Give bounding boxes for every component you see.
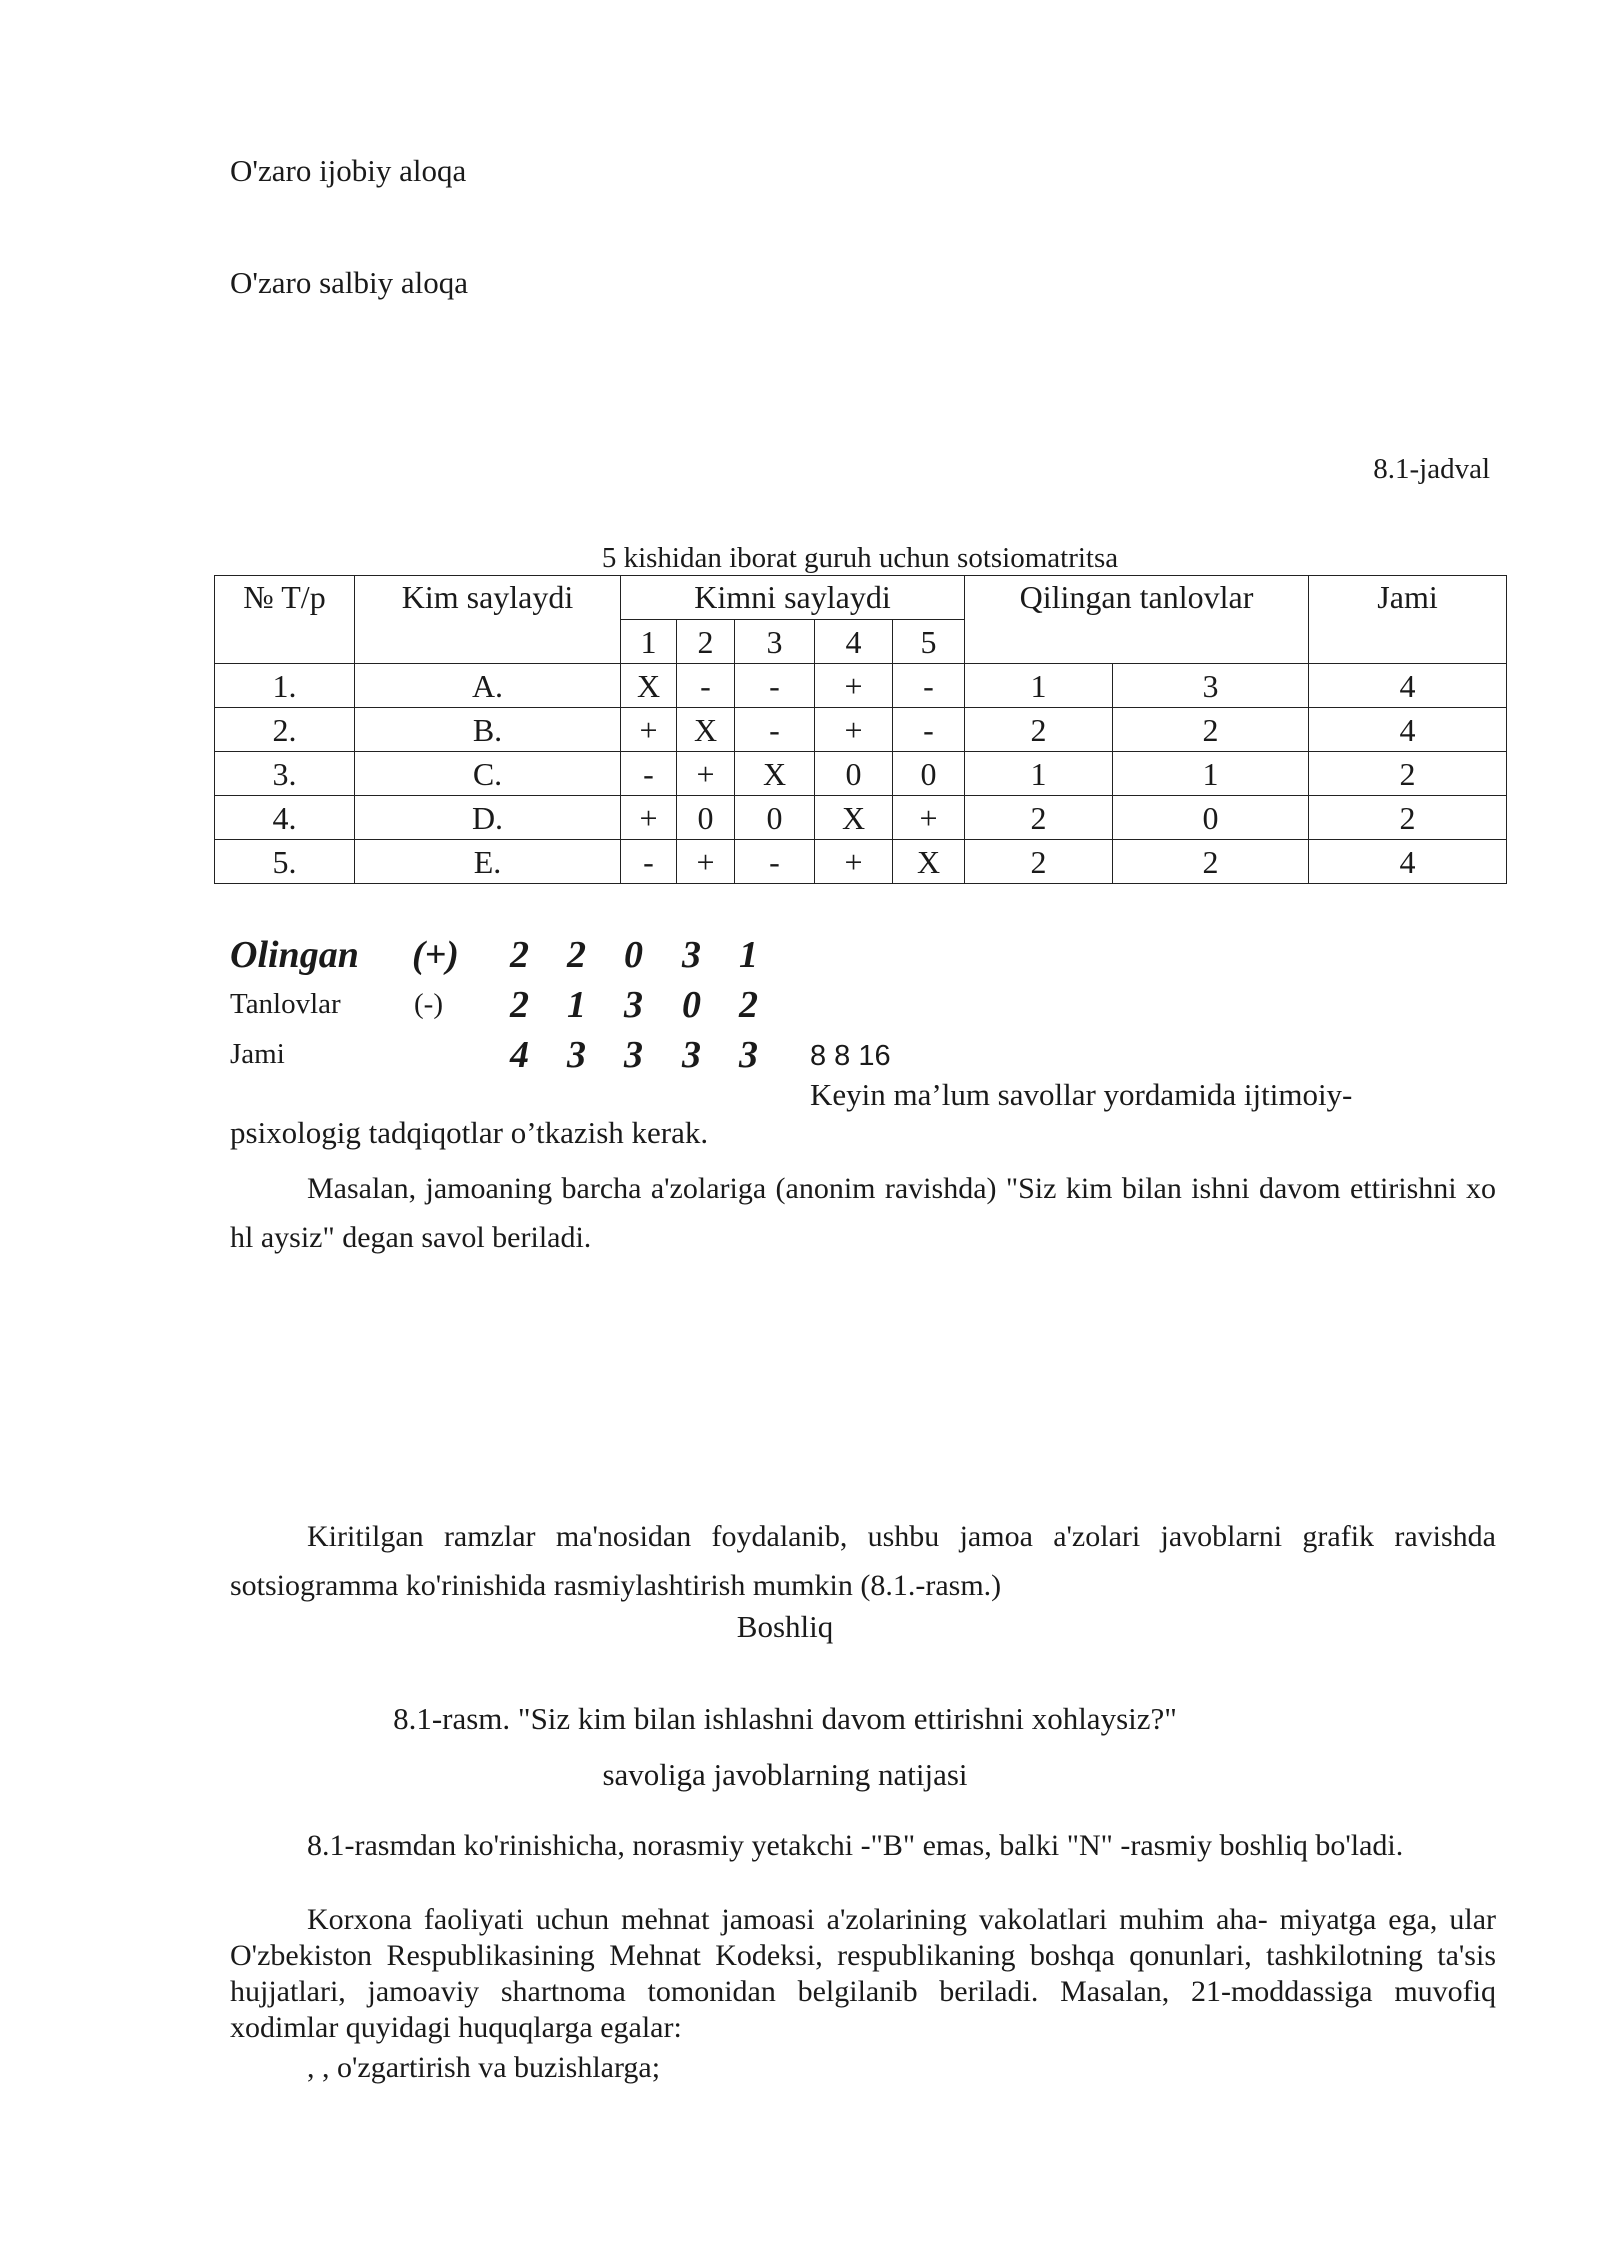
table-row	[215, 752, 1507, 796]
row-total: 4	[1309, 664, 1507, 708]
row-choices-1: 1	[965, 664, 1113, 708]
row-cell: 0	[677, 796, 735, 840]
table-row	[215, 840, 1507, 884]
header-num: № T/p	[215, 576, 355, 664]
row-cell: 0	[735, 796, 815, 840]
row-choices-2: 1	[1113, 752, 1309, 796]
row-cell: -	[893, 708, 965, 752]
summary-value: 3	[682, 1034, 701, 1076]
row-choices-2: 2	[1113, 840, 1309, 884]
row-choices-1: 2	[965, 840, 1113, 884]
table-row	[215, 796, 1507, 840]
row-who: B.	[355, 708, 621, 752]
row-cell: -	[735, 664, 815, 708]
table-row	[215, 708, 1507, 752]
row-cell: -	[621, 840, 677, 884]
row-num: 3.	[215, 752, 355, 796]
paragraph-leader: 8.1-rasmdan ko'rinishicha, norasmiy yetakchi -"B" emas, balki "N" -rasmiy boshliq bo'ladi.	[307, 1829, 1404, 1862]
subheader-3: 3	[735, 620, 815, 664]
summary-value: 2	[510, 984, 529, 1026]
row-who: E.	[355, 840, 621, 884]
subheader-4: 4	[815, 620, 893, 664]
row-cell: +	[815, 708, 893, 752]
subheader-1: 1	[621, 620, 677, 664]
table-title: 5 kishidan iborat guruh uchun sotsiomatritsa	[601, 542, 1119, 574]
summary-value: 0	[682, 984, 701, 1026]
row-cell: -	[677, 664, 735, 708]
row-choices-2: 0	[1113, 796, 1309, 840]
row-total: 4	[1309, 840, 1507, 884]
row-cell: X	[621, 664, 677, 708]
paragraph-rights: Korxona faoliyati uchun mehnat jamoasi a'zolarining vakolatlari muhim aha- miyatga ega, ular O'zbekiston Respublikasining Mehnat Kodeksi, respublikaning boshqa qonunlari, tashkilotning ta'sis hujjatlari, jamoaviy shartnoma tomonidan belgilanib beriladi. Masalan, 21-moddassiga muvofiq xodimlar quyidagi huquqlarga egalar:	[230, 1903, 1496, 2044]
summary-sign-minus: (-)	[414, 988, 443, 1020]
row-total: 4	[1309, 708, 1507, 752]
row-num: 2.	[215, 708, 355, 752]
row-cell: -	[735, 840, 815, 884]
summary-label-choices: Tanlovlar	[230, 988, 341, 1020]
subheader-5: 5	[893, 620, 965, 664]
header-whom: Kimni saylaydi	[621, 576, 965, 620]
summary-value: 3	[624, 1034, 643, 1076]
table-label: 8.1-jadval	[1373, 453, 1490, 485]
row-cell: -	[735, 708, 815, 752]
figure-caption-line2: savoliga javoblarning natijasi	[602, 1757, 968, 1792]
paragraph-list-item: , , o'zgartirish va buzishlarga;	[307, 2051, 661, 2084]
row-cell: +	[677, 752, 735, 796]
header-choices: Qilingan tanlovlar	[965, 576, 1309, 664]
row-who: C.	[355, 752, 621, 796]
row-cell: +	[815, 664, 893, 708]
summary-value: 3	[739, 1034, 758, 1076]
summary-label-received: Olingan	[230, 934, 359, 976]
summary-value: 1	[567, 984, 586, 1026]
row-cell: X	[735, 752, 815, 796]
row-who: D.	[355, 796, 621, 840]
summary-value: 3	[624, 984, 643, 1026]
row-total: 2	[1309, 752, 1507, 796]
row-total: 2	[1309, 796, 1507, 840]
row-choices-2: 2	[1113, 708, 1309, 752]
summary-value: 3	[567, 1034, 586, 1076]
summary-value: 2	[739, 984, 758, 1026]
row-cell: -	[621, 752, 677, 796]
row-cell: +	[893, 796, 965, 840]
figure-label-boss: Boshliq	[736, 1609, 834, 1644]
row-cell: +	[677, 840, 735, 884]
summary-grand-total: 8 8 16	[810, 1040, 891, 1072]
table-row	[215, 664, 1507, 708]
row-choices-2: 3	[1113, 664, 1309, 708]
legend-positive: O'zaro ijobiy aloqa	[230, 153, 467, 188]
row-cell: +	[815, 840, 893, 884]
summary-label-total: Jami	[230, 1038, 285, 1070]
row-who: A.	[355, 664, 621, 708]
row-choices-1: 2	[965, 796, 1113, 840]
row-cell: 0	[893, 752, 965, 796]
header-total: Jami	[1309, 576, 1507, 664]
summary-value: 3	[682, 934, 701, 976]
header-who: Kim saylaydi	[355, 576, 621, 664]
summary-value: 4	[510, 1034, 529, 1076]
row-cell: +	[621, 708, 677, 752]
subheader-2: 2	[677, 620, 735, 664]
row-choices-1: 2	[965, 708, 1113, 752]
row-cell: X	[893, 840, 965, 884]
sociomatrix-table	[214, 575, 1507, 884]
row-num: 5.	[215, 840, 355, 884]
summary-value: 2	[567, 934, 586, 976]
paragraph-intro-line1: Keyin ma’lum savollar yordamida ijtimoiy-	[810, 1077, 1353, 1112]
row-cell: X	[815, 796, 893, 840]
summary-value: 1	[739, 934, 758, 976]
row-num: 1.	[215, 664, 355, 708]
paragraph-intro-line2: psixologig tadqiqotlar o’tkazish kerak.	[230, 1115, 709, 1150]
row-cell: X	[677, 708, 735, 752]
paragraph-example: Masalan, jamoaning barcha a'zolariga (anonim ravishda) "Siz kim bilan ishni davom ettirishni xo hl aysiz" degan savol beriladi.	[230, 1172, 1496, 1254]
summary-sign-plus: (+)	[412, 934, 459, 976]
row-cell: -	[893, 664, 965, 708]
summary-value: 0	[624, 934, 643, 976]
legend-negative: O'zaro salbiy aloqa	[230, 265, 468, 300]
row-choices-1: 1	[965, 752, 1113, 796]
row-num: 4.	[215, 796, 355, 840]
paragraph-sociogram: Kiritilgan ramzlar ma'nosidan foydalanib, ushbu jamoa a'zolari javoblarni grafik ravishda sotsiogramma ko'rinishida rasmiylashtirish mumkin (8.1.-rasm.)	[230, 1520, 1496, 1602]
summary-value: 2	[510, 934, 529, 976]
figure-caption-line1: 8.1-rasm. "Siz kim bilan ishlashni davom ettirishni xohlaysiz?"	[393, 1701, 1177, 1736]
row-cell: 0	[815, 752, 893, 796]
row-cell: +	[621, 796, 677, 840]
